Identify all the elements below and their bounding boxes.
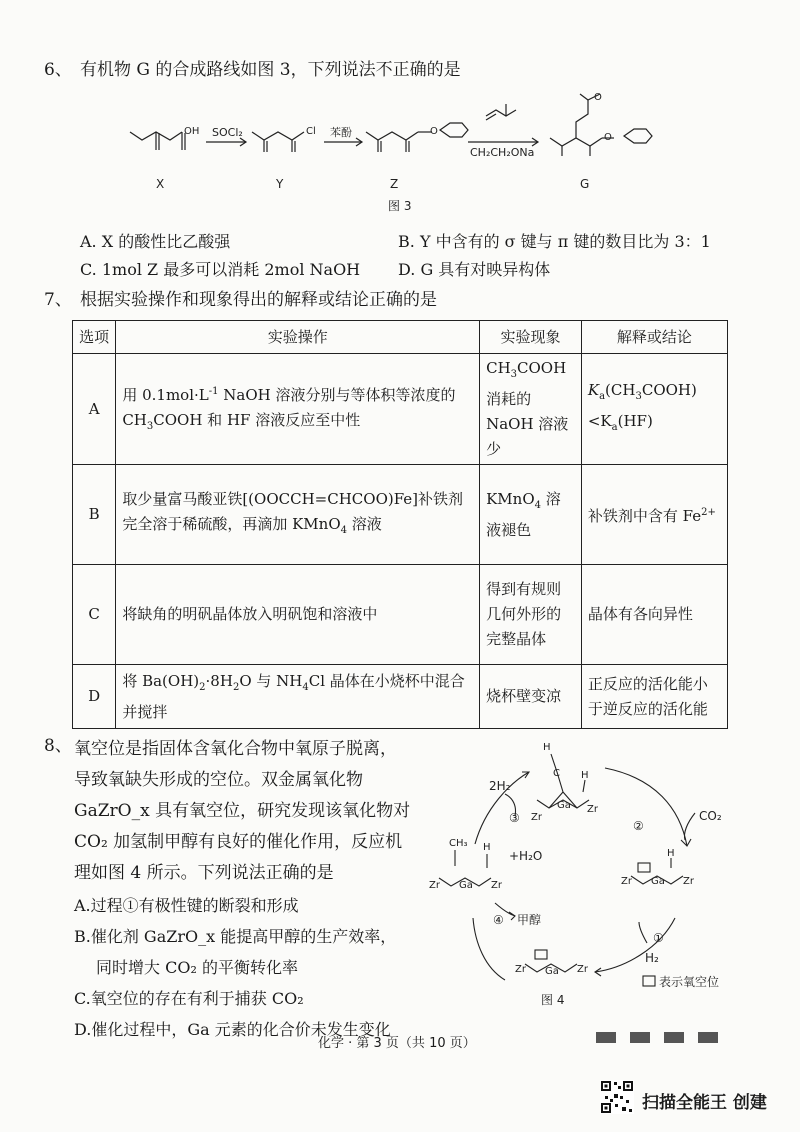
- step-3: ③: [509, 811, 520, 825]
- compound-g-label: G: [580, 177, 590, 191]
- q8-option-d: D.催化过程中，Ga 元素的化合价未发生变化: [74, 1020, 391, 1039]
- conclusion-cell: $K_a(CH_3COOH)<K_a(HF)$: [581, 354, 727, 465]
- y-cl-label: Cl: [306, 126, 316, 137]
- header-operation: 实验操作: [116, 321, 480, 354]
- left-zr-right: Zr: [491, 880, 502, 891]
- phenomenon-cell: $CH_3COOH$ 消耗的 NaOH 溶液少: [480, 354, 582, 465]
- q7-number: 7、: [44, 290, 72, 310]
- z-o-label: O: [430, 126, 438, 137]
- left-ch3: CH₃: [449, 838, 468, 849]
- figure-3-caption: 图 3: [388, 199, 412, 213]
- q8-number: 8、: [44, 736, 72, 756]
- row-label: B: [73, 465, 116, 565]
- reagent-base: CH₂CH₂ONa: [470, 146, 535, 159]
- q8-options: [74, 890, 396, 1045]
- right-zr-left: Zr: [621, 876, 632, 887]
- header-phenomenon: 实验现象: [480, 321, 582, 354]
- table-row: [73, 465, 728, 565]
- methanol-label: 甲醇: [517, 913, 542, 927]
- vacancy-legend: 表示氧空位: [659, 975, 720, 989]
- conclusion-cell: 晶体有各向异性: [581, 565, 727, 665]
- q8-option-a: A.过程①有极性键的断裂和形成: [74, 896, 299, 915]
- q8-option-b-cont: 同时增大 CO₂ 的平衡转化率: [96, 958, 298, 977]
- footer-bar: [630, 1032, 650, 1043]
- top-oh-h: H: [581, 770, 589, 781]
- top-zr-right: Zr: [587, 804, 598, 815]
- top-c: C: [553, 768, 560, 779]
- co2-in-label: CO₂: [699, 809, 722, 823]
- scanner-watermark: 扫描全能王 创建: [642, 1093, 767, 1113]
- top-h: H: [543, 742, 551, 753]
- q7-stem: 根据实验操作和现象得出的解释或结论正确的是: [80, 290, 437, 310]
- left-zr-left: Zr: [429, 880, 440, 891]
- operation-cell: 用 $0.1mol\cdot L^{-1}$ NaOH 溶液分别与等体积等浓度的 $CH_3COOH$ 和 HF 溶液反应至中性: [116, 354, 480, 465]
- q6-option-c: C. 1mol Z 最多可以消耗 2mol NaOH: [80, 260, 361, 279]
- q6-option-a: A. X 的酸性比乙酸强: [80, 232, 231, 251]
- two-h2-label: 2H₂: [489, 779, 511, 793]
- operation-cell: 将 $Ba(OH)_2\cdot 8H_2O$ 与 $NH_4Cl$ 晶体在小烧杯中混合并搅拌: [116, 665, 480, 729]
- phenomenon-cell: 得到有规则几何外形的完整晶体: [480, 565, 582, 665]
- right-zr-right: Zr: [683, 876, 694, 887]
- row-label: D: [73, 665, 116, 729]
- header-option: 选项: [73, 321, 116, 354]
- bottom-zr-right: Zr: [577, 964, 588, 975]
- g-o-label: O: [604, 132, 612, 143]
- left-ga: Ga: [459, 880, 473, 891]
- compound-y-label: Y: [276, 177, 284, 191]
- conclusion-cell: 补铁剂中含有 $Fe^{2+}$: [581, 465, 727, 565]
- reagent-socl2: SOCl₂: [212, 126, 243, 139]
- qr-code-icon: [600, 1080, 634, 1114]
- step-4: ④: [493, 913, 504, 927]
- page-footer: 化学 · 第 3 页（共 10 页）: [318, 1036, 476, 1051]
- phenomenon-cell: 烧杯壁变凉: [480, 665, 582, 729]
- operation-cell: 将缺角的明矾晶体放入明矾饱和溶液中: [116, 565, 480, 665]
- q6-stem: 有机物 G 的合成路线如图 3，下列说法不正确的是: [80, 60, 461, 80]
- figure-4-caption: 图 4: [541, 993, 565, 1007]
- top-zr-left: Zr: [531, 812, 542, 823]
- compound-z-label: Z: [390, 177, 399, 191]
- h2-in-label: H₂: [645, 951, 659, 965]
- phenomenon-cell: KMnO$_4$ 溶液褪色: [480, 465, 582, 565]
- table-header-row: [73, 321, 728, 354]
- conclusion-cell: 正反应的活化能小于逆反应的活化能: [581, 665, 727, 729]
- row-label: C: [73, 565, 116, 665]
- table-row: [73, 354, 728, 465]
- figure-4-mechanism: [425, 728, 765, 1018]
- q6-option-d: D. G 具有对映异构体: [398, 260, 551, 279]
- top-ga: Ga: [557, 800, 571, 811]
- left-h: H: [483, 842, 491, 853]
- q6-number: 6、: [44, 60, 72, 80]
- x-oh-label: OH: [184, 126, 200, 137]
- header-conclusion: 解释或结论: [581, 321, 727, 354]
- q8-option-c: C.氧空位的存在有利于捕获 CO₂: [74, 989, 304, 1008]
- bottom-ga: Ga: [545, 966, 559, 977]
- g-ketone-o-label: O: [594, 92, 602, 103]
- footer-bar: [664, 1032, 684, 1043]
- figure-3-synthesis-route: [120, 92, 680, 222]
- operation-cell: 取少量富马酸亚铁[(OOCCH=CHCOO)Fe]补铁剂完全溶于稀硫酸，再滴加 KMnO$_4$ 溶液: [116, 465, 480, 565]
- q8-stem: 氧空位是指固体含氧化合物中氧原子脱离， 导致氧缺失形成的空位。双金属氧化物 GaZrO_x 具有氧空位，研究发现该氧化物对 CO₂ 加氢制甲醇有良好的催化作用，反应机 理如图 4 所示。下列说法正确的是: [74, 739, 411, 883]
- table-row: [73, 665, 728, 729]
- step-2: ②: [633, 819, 644, 833]
- q6-option-b: B. Y 中含有的 σ 键与 π 键的数目比为 3：1: [398, 232, 711, 251]
- footer-bar: [596, 1032, 616, 1043]
- water-label: +H₂O: [509, 849, 543, 863]
- right-h: H: [667, 848, 675, 859]
- experiment-table: [72, 320, 728, 729]
- right-ga: Ga: [651, 876, 665, 887]
- row-label: A: [73, 354, 116, 465]
- q8-option-b: B.催化剂 GaZrO_x 能提高甲醇的生产效率，: [74, 927, 397, 946]
- reagent-phenol: 苯酚: [330, 126, 352, 139]
- step-1: ①: [653, 931, 664, 945]
- footer-bar: [698, 1032, 718, 1043]
- compound-x-label: X: [156, 177, 165, 191]
- bottom-zr-left: Zr: [515, 964, 526, 975]
- table-row: [73, 565, 728, 665]
